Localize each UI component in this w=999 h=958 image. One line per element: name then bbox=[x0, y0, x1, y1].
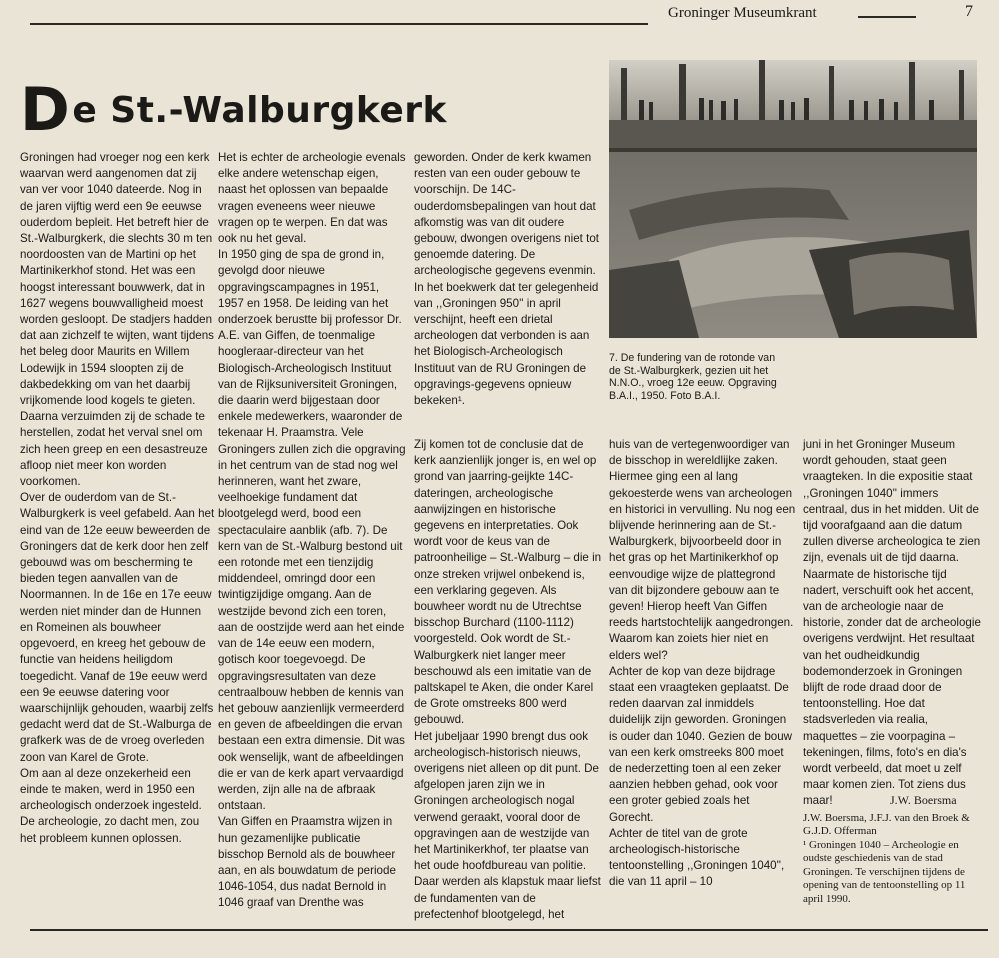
paragraph: Het is echter de archeologie evenals elke andere wetenschap eigen, naast het oplossen van bepaalde vragen eveneens weer nieuwe vragen op te werpen. En dat was ook nu het geval. bbox=[218, 151, 406, 246]
column-4 bbox=[609, 437, 797, 891]
footnote: ¹ Groningen 1040 – Archeologie en oudste geschiedenis van de stad Groningen. Te verschijnen tijdens de opening van de tentoonstelling op 11 april 1990. bbox=[803, 839, 966, 905]
headline-initial: D bbox=[20, 75, 71, 145]
paragraph: Over de ouderdom van de St.-Walburgkerk is veel gefabeld. Aan het eind van de 12e eeuw beweerden de Groningers dat de kerk door hen zelf gebouwd was om bescherming te bieden tegen aanvallen van de Noormannen. In de 16e en 17e eeuw werden niet minder dan de Hunnen en Romeinen als bouwheer opgevoerd, en kreeg het gebouw de functie van heidens heiligdom toegedicht. Vanaf de 19e eeuw werd een 9e eeuwse datering voor waarschijnlijk gehouden, waarbij zelfs gedacht werd dat de St.-Walburga de grafkerk was de de vroeg overleden zoon van Karel de Grote. bbox=[20, 491, 215, 764]
header-rule-right bbox=[858, 16, 916, 18]
publication-title: Groninger Museumkrant bbox=[668, 5, 817, 21]
paragraph: huis van de vertegenwoordiger van de bisschop in wereldlijke zaken. Hiermee ging een al lang gekoesterde wens van archeologen en historici in vervulling. Nu nog een blijvende herinnering aan de St.-Walburgkerk, bijvoorbeeld door in het gras op het Martinikerkhof op eenvoudige wijze de plattegrond van dit bijzondere gebouw aan te geven! Hierop heeft Van Giffen reeds hartstochtelijk aangedrongen. Waarom kan zoiets hier niet en elders wel? bbox=[609, 438, 796, 662]
paragraph: Achter de titel van de grote archeologisch-historische tentoonstelling ,,Groningen 1040'', die van 11 april – 10 bbox=[609, 826, 785, 889]
article-headline bbox=[20, 75, 447, 145]
paragraph: Groningen had vroeger nog een kerk waarvan werd aangenomen dat zij van ver voor 1040 dateerde. Nog in de jaren vijftig werd een 9e eeuwse ouderdom bepleit. Het betreft hier de St.-Walburgkerk, die slechts 30 m ten noordoosten van de Martini op het Martinikerkhof stond. Het was een hoogst interessant bouwwerk, dat in 1627 wegens bouwvalligheid moest worden gesloopt. De stadjers hadden dat aan zichzelf te wijten, want tijdens het beleg door Maurits en Willem Lodewijk in 1594 sloopten zij de dakbedekking om van het daarbij vrijkomende lood kogels te gieten. Daarna verzuimden zij de schade te herstellen, zodat het verval snel om zich heen greep en een desastreuze afloop niet meer kon worden voorkomen. bbox=[20, 151, 214, 489]
column-3-bottom bbox=[414, 437, 602, 923]
page-number: 7 bbox=[965, 3, 973, 20]
column-5 bbox=[803, 437, 985, 810]
paragraph: In het boekwerk dat ter gelegenheid van ,,Groningen 950'' in april verschijnt, heeft een drietal archeologen dat verbonden is aan het Biologisch-Archeologisch Instituut van de RU Groningen de opgravings-gegevens opnieuw bekeken¹. bbox=[414, 280, 599, 408]
photo-caption: 7. De fundering van de rotonde van de St.-Walburgkerk, gezien uit het N.N.O., vroeg 12e eeuw. Opgraving B.A.I., 1950. Foto B.A.I. bbox=[609, 352, 777, 402]
paragraph: Het jubeljaar 1990 brengt dus ook archeologisch-historisch nieuws, overigens niet alleen op dit punt. De afgelopen jaren zijn we in Groningen archeologisch nogal verwend geraakt, vooral door de opgravingen aan de westzijde van het Martinikerkhof, ter plaatse van het oude hoofdbureau van politie. Daar werden als klapstuk maar liefst de fundamenten van de prefectenhof blootgelegd, het bbox=[414, 729, 601, 921]
paragraph: Zij komen tot de conclusie dat de kerk aanzienlijk jonger is, en wel op grond van jaarring-geijkte 14C-dateringen, archeologische aanwijzingen en historische gegevens en interpretaties. Ook wordt voor de keus van de patroonheilige – St.-Walburg – die in onze streken vrijwel onbekend is, een verklaring gegeven. Als bouwheer wordt nu de Utrechtse bisschop Burchard (1100-1112) voorgesteld. Ook wordt de St.-Walburgkerk niet langer meer beschouwd als een imitatie van de paltskapel te Aken, die onder Karel de Grote omstreeks 800 werd gebouwd. bbox=[414, 438, 602, 727]
column-2 bbox=[218, 150, 406, 912]
column-1 bbox=[20, 150, 215, 847]
paragraph: geworden. Onder de kerk kwamen resten van een ouder gebouw te voorschijn. De 14C-ouderdomsbepalingen van hout dat afkomstig was van dit oudere gebouw, dwongen overigens niet tot genoemde datering. De archeologische gegevens evenmin. bbox=[414, 151, 599, 278]
paragraph: juni in het Groninger Museum wordt gehouden, staat geen vraagteken. In die expositie staat ,,Groningen 1040'' immers centraal, dus in het midden. Uit de tijd voorafgaand aan die datum zullen diverse archeologica te zien zijn, evenals uit de tijd daarna. bbox=[803, 438, 981, 565]
headline-rest: e St.-Walburgkerk bbox=[72, 90, 447, 131]
footer-rule bbox=[30, 929, 988, 931]
paragraph: Om aan al deze onzekerheid een einde te maken, werd in 1950 een archeologisch onderzoek ingesteld. De archeologie, zo dacht men, zou het probleem kunnen oplossen. bbox=[20, 766, 202, 845]
column-3-top bbox=[414, 150, 602, 409]
paragraph: In 1950 ging de spa de grond in, gevolgd door nieuwe opgravingscampagnes in 1951, 1957 en 1958. De leiding van het onderzoek berustte bij professor Dr. A.E. van Giffen, de toenmalige hoogleraar-directeur van het Biologisch-Archeologisch Instituut van de Rijksuniversiteit Groningen, die daarin werd bijgestaan door enkele medewerkers, waaronder de tekenaar H. Praamstra. Vele Groningers zullen zich die opgraving in het centrum van de stad nog wel herinneren, want het zware, veelhoekige fundament dat blootgelegd werd, bood een spectaculaire aanblik (afb. 7). De kern van de St.-Walburg bestond uit een rotonde met een tienzijdig middendeel, omringd door een twintigzijdige omgang. Aan de westzijde bevond zich een toren, aan de oostzijde werd aan het einde van de 14e eeuw een modern, gotisch koor toegevoegd. De opgravingsresultaten van deze centraalbouw hebben de kennis van het gebouw aanzienlijk vermeerderd en geven de afbeeldingen die ervan bestaan een extra dimensie. Dit was ook wenselijk, want de afbeeldingen die er van de kerk apart vervaardigd werden, zijn alle na de afbraak ontstaan. bbox=[218, 248, 406, 813]
header-rule-left bbox=[30, 23, 648, 25]
author-credits: J.W. Boersma, J.F.J. van den Broek & G.J.D. Offerman bbox=[803, 812, 970, 838]
excavation-photo-graphic bbox=[609, 60, 977, 338]
paragraph: Van Giffen en Praamstra wijzen in hun gezamenlijke publicatie bisschop Bernold als de bouwheer aan, en als bouwdatum de periode 1046-1054, dus nadat Bernold in 1046 graaf van Drenthe was bbox=[218, 815, 396, 910]
paragraph: Naarmate de historische tijd nadert, verschuift ook het accent, van de archeologie naar de historie, zonder dat de archeologie overigens verdwijnt. Het resultaat van het oudheidkundig bodemonderzoek in Groningen blijft de rode draad door de tentoonstelling. Hoe dat stadsverleden via realia, maquettes – zie voorpagina – tekeningen, films, foto's en dia's wordt verbeeld, dat moet u zelf maar komen zien. Tot ziens dus maar! bbox=[803, 567, 981, 808]
paragraph: Achter de kop van deze bijdrage staat een vraagteken geplaatst. De reden daarvan zal inmiddels duidelijk zijn geworden. Groningen is ouder dan 1040. Gezien de bouw van een kerk omstreeks 800 moet de nederzetting toen al een zeker aanzien hebben gehad, ook voor een groter gebied zoals het Gorecht. bbox=[609, 664, 793, 824]
excavation-photo bbox=[609, 60, 977, 338]
author-signature: J.W. Boersma bbox=[890, 793, 957, 807]
